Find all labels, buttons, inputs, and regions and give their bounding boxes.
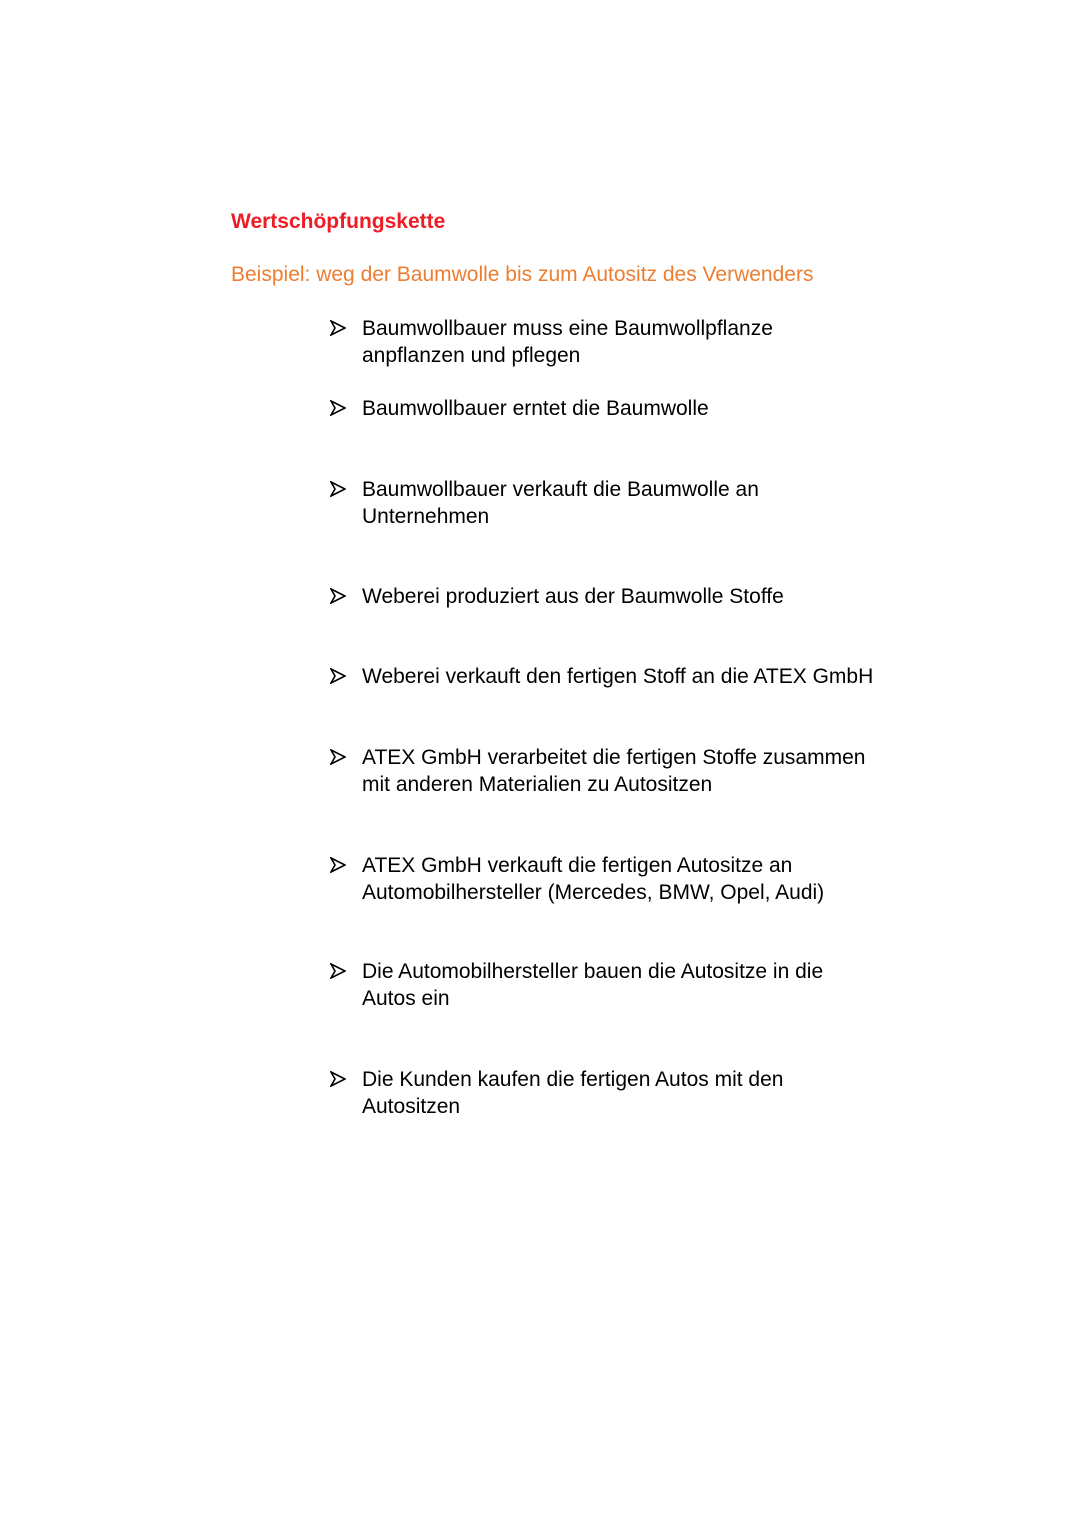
arrowhead-bullet-icon	[330, 668, 346, 684]
list-item	[330, 583, 930, 610]
list-item-text: Baumwollbauer muss eine Baumwollpflanze anpflanzen und pflegen	[362, 317, 773, 367]
list-item	[330, 395, 930, 422]
arrowhead-bullet-icon	[330, 1071, 346, 1087]
arrowhead-bullet-icon	[330, 749, 346, 765]
list-item-text: Baumwollbauer erntet die Baumwolle	[362, 397, 709, 420]
arrowhead-bullet-icon	[330, 588, 346, 604]
arrowhead-bullet-icon	[330, 320, 346, 336]
list-item-text: Weberei produziert aus der Baumwolle Stoffe	[362, 585, 784, 608]
list-item	[330, 1066, 930, 1120]
list-item-text: ATEX GmbH verkauft die fertigen Autositze an Automobilhersteller (Mercedes, BMW, Opel, Audi)	[362, 854, 825, 904]
list-item	[330, 744, 930, 798]
list-item	[330, 852, 930, 906]
list-item-text: Die Automobilhersteller bauen die Autositze in die Autos ein	[362, 960, 824, 1010]
arrowhead-bullet-icon	[330, 857, 346, 873]
list-item	[330, 958, 930, 1012]
arrowhead-bullet-icon	[330, 400, 346, 416]
list-item-text: Weberei verkauft den fertigen Stoff an die ATEX GmbH	[362, 665, 874, 688]
document-subtitle: Beispiel: weg der Baumwolle bis zum Autositz des Verwenders	[231, 263, 814, 286]
list-item	[330, 663, 930, 690]
list-item-text: ATEX GmbH verarbeitet die fertigen Stoffe zusammen mit anderen Materialien zu Autositzen	[362, 746, 866, 796]
document-title: Wertschöpfungskette	[231, 210, 446, 233]
list-item-text: Die Kunden kaufen die fertigen Autos mit den Autositzen	[362, 1068, 784, 1118]
list-item-text: Baumwollbauer verkauft die Baumwolle an Unternehmen	[362, 478, 759, 528]
list-item	[330, 476, 930, 530]
list-item	[330, 315, 930, 369]
arrowhead-bullet-icon	[330, 481, 346, 497]
arrowhead-bullet-icon	[330, 963, 346, 979]
